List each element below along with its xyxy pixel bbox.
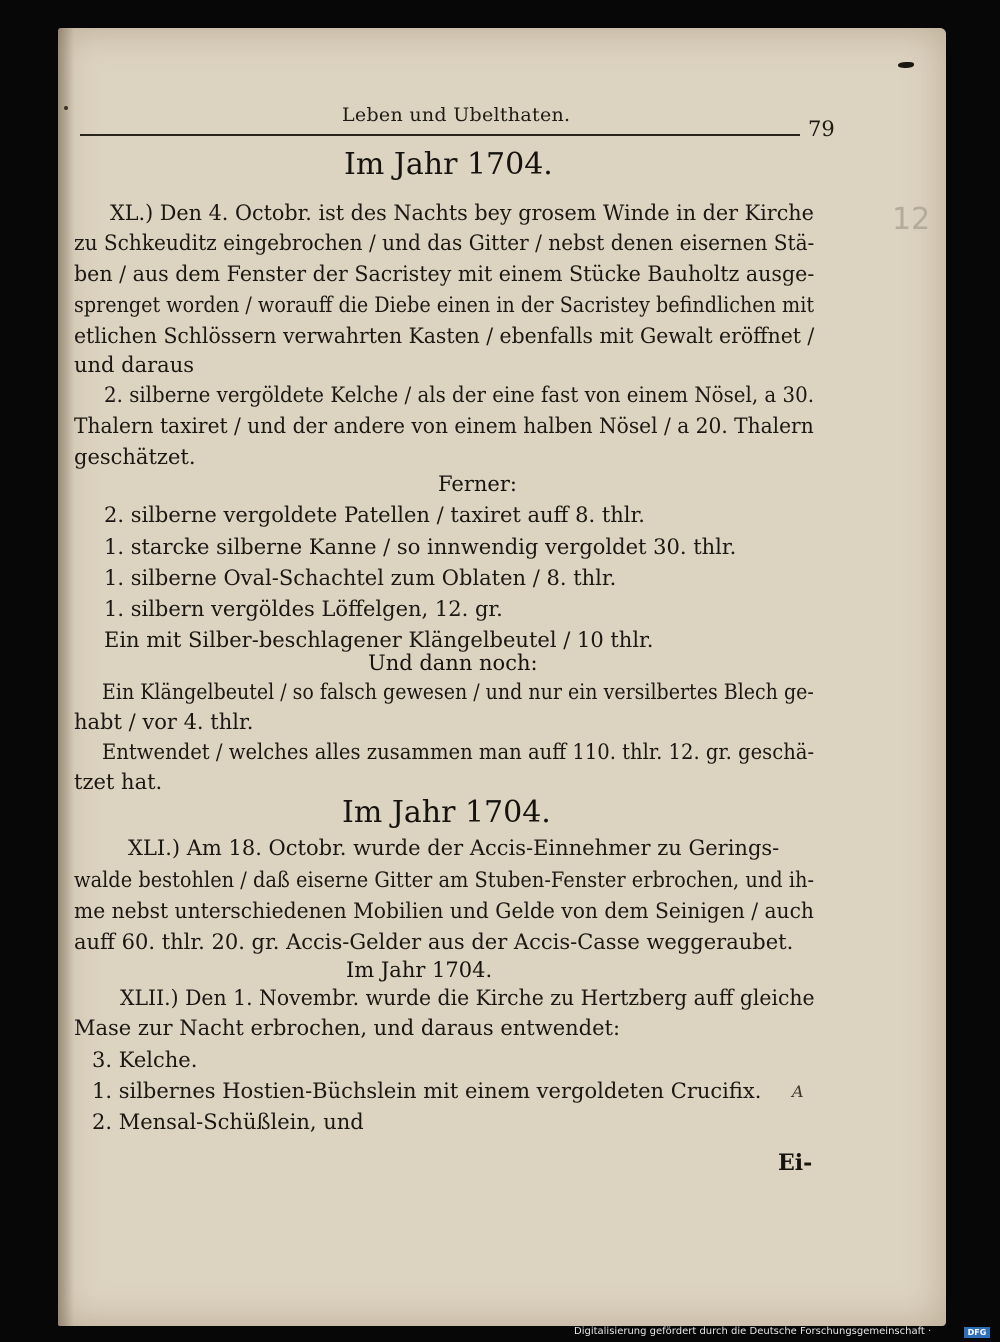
- subheading-ferner: Ferner:: [438, 472, 517, 496]
- section-heading-3: Im Jahr 1704.: [346, 958, 493, 982]
- text-line: tzet hat.: [74, 770, 163, 794]
- margin-mark: A: [792, 1082, 804, 1101]
- header-rule: [80, 134, 800, 136]
- text-line: 2. Mensal-Schüßlein, und: [92, 1110, 364, 1134]
- text-line: 3. Kelche.: [92, 1048, 198, 1072]
- text-line: XLI.) Am 18. Octobr. wurde der Accis-Einnehmer zu Gerings-: [128, 836, 780, 860]
- ink-blot-mark: [898, 62, 914, 68]
- pencil-annotation: 12: [892, 202, 931, 237]
- text-line: 1. silbernes Hostien-Büchslein mit einem vergoldeten Crucifix.: [92, 1079, 762, 1103]
- text-line: Thalern taxiret / und der andere von einem halben Nösel / a 20. Thalern: [74, 414, 814, 438]
- list-item: Ein mit Silber-beschlagener Klängelbeutel / 10 thlr.: [104, 628, 654, 652]
- text-line: Ein Klängelbeutel / so falsch gewesen / und nur ein versilbertes Blech ge-: [102, 680, 814, 704]
- text-line: etlichen Schlössern verwahrten Kasten / ebenfalls mit Gewalt eröffnet /: [74, 324, 815, 348]
- text-line: auff 60. thlr. 20. gr. Accis-Gelder aus der Accis-Casse weggeraubet.: [74, 930, 794, 954]
- page-number: 79: [808, 117, 835, 141]
- section-heading-2: Im Jahr 1704.: [342, 795, 551, 830]
- list-item: 1. starcke silberne Kanne / so innwendig vergoldet 30. thlr.: [104, 535, 737, 559]
- text-line: Mase zur Nacht erbrochen, und daraus entwendet:: [74, 1016, 621, 1040]
- list-item: 2. silberne vergoldete Patellen / taxiret auff 8. thlr.: [104, 503, 645, 527]
- text-line: und daraus: [74, 353, 194, 377]
- text-line: Entwendet / welches alles zusammen man auff 110. thlr. 12. gr. geschä-: [102, 740, 815, 764]
- text-line: sprenget worden / worauff die Diebe einen in der Sacristey befindlichen mit: [74, 293, 815, 317]
- ink-dot-mark: [64, 106, 68, 110]
- text-line: zu Schkeuditz eingebrochen / und das Gitter / nebst denen eisernen Stä-: [74, 231, 815, 255]
- text-line: ben / aus dem Fenster der Sacristey mit einem Stücke Bauholtz ausge-: [74, 262, 815, 286]
- text-line: 2. silberne vergöldete Kelche / als der eine fast von einem Nösel, a 30.: [104, 383, 815, 407]
- text-line: me nebst unterschiedenen Mobilien und Gelde von dem Seinigen / auch: [74, 899, 814, 923]
- page-gutter-shadow: [58, 28, 74, 1326]
- digitization-credit: Digitalisierung gefördert durch die Deutsche Forschungsgemeinschaft ·: [574, 1326, 932, 1337]
- text-line: geschätzet.: [74, 445, 196, 469]
- catchword: Ei-: [778, 1150, 813, 1176]
- list-item: 1. silberne Oval-Schachtel zum Oblaten / 8. thlr.: [104, 566, 617, 590]
- dfg-logo: DFG: [964, 1327, 990, 1338]
- subheading-und-dann-noch: Und dann noch:: [368, 651, 538, 675]
- text-line: habt / vor 4. thlr.: [74, 710, 254, 734]
- running-title: Leben und Ubelthaten.: [342, 104, 571, 126]
- text-line: walde bestohlen / daß eiserne Gitter am Stuben-Fenster erbrochen, und ih-: [74, 868, 815, 892]
- list-item: 1. silbern vergöldes Löffelgen, 12. gr.: [104, 597, 503, 621]
- section-heading-1: Im Jahr 1704.: [344, 147, 553, 182]
- text-line: XL.) Den 4. Octobr. ist des Nachts bey grosem Winde in der Kirche: [110, 201, 814, 225]
- text-line: XLII.) Den 1. Novembr. wurde die Kirche zu Hertzberg auff gleiche: [120, 986, 815, 1010]
